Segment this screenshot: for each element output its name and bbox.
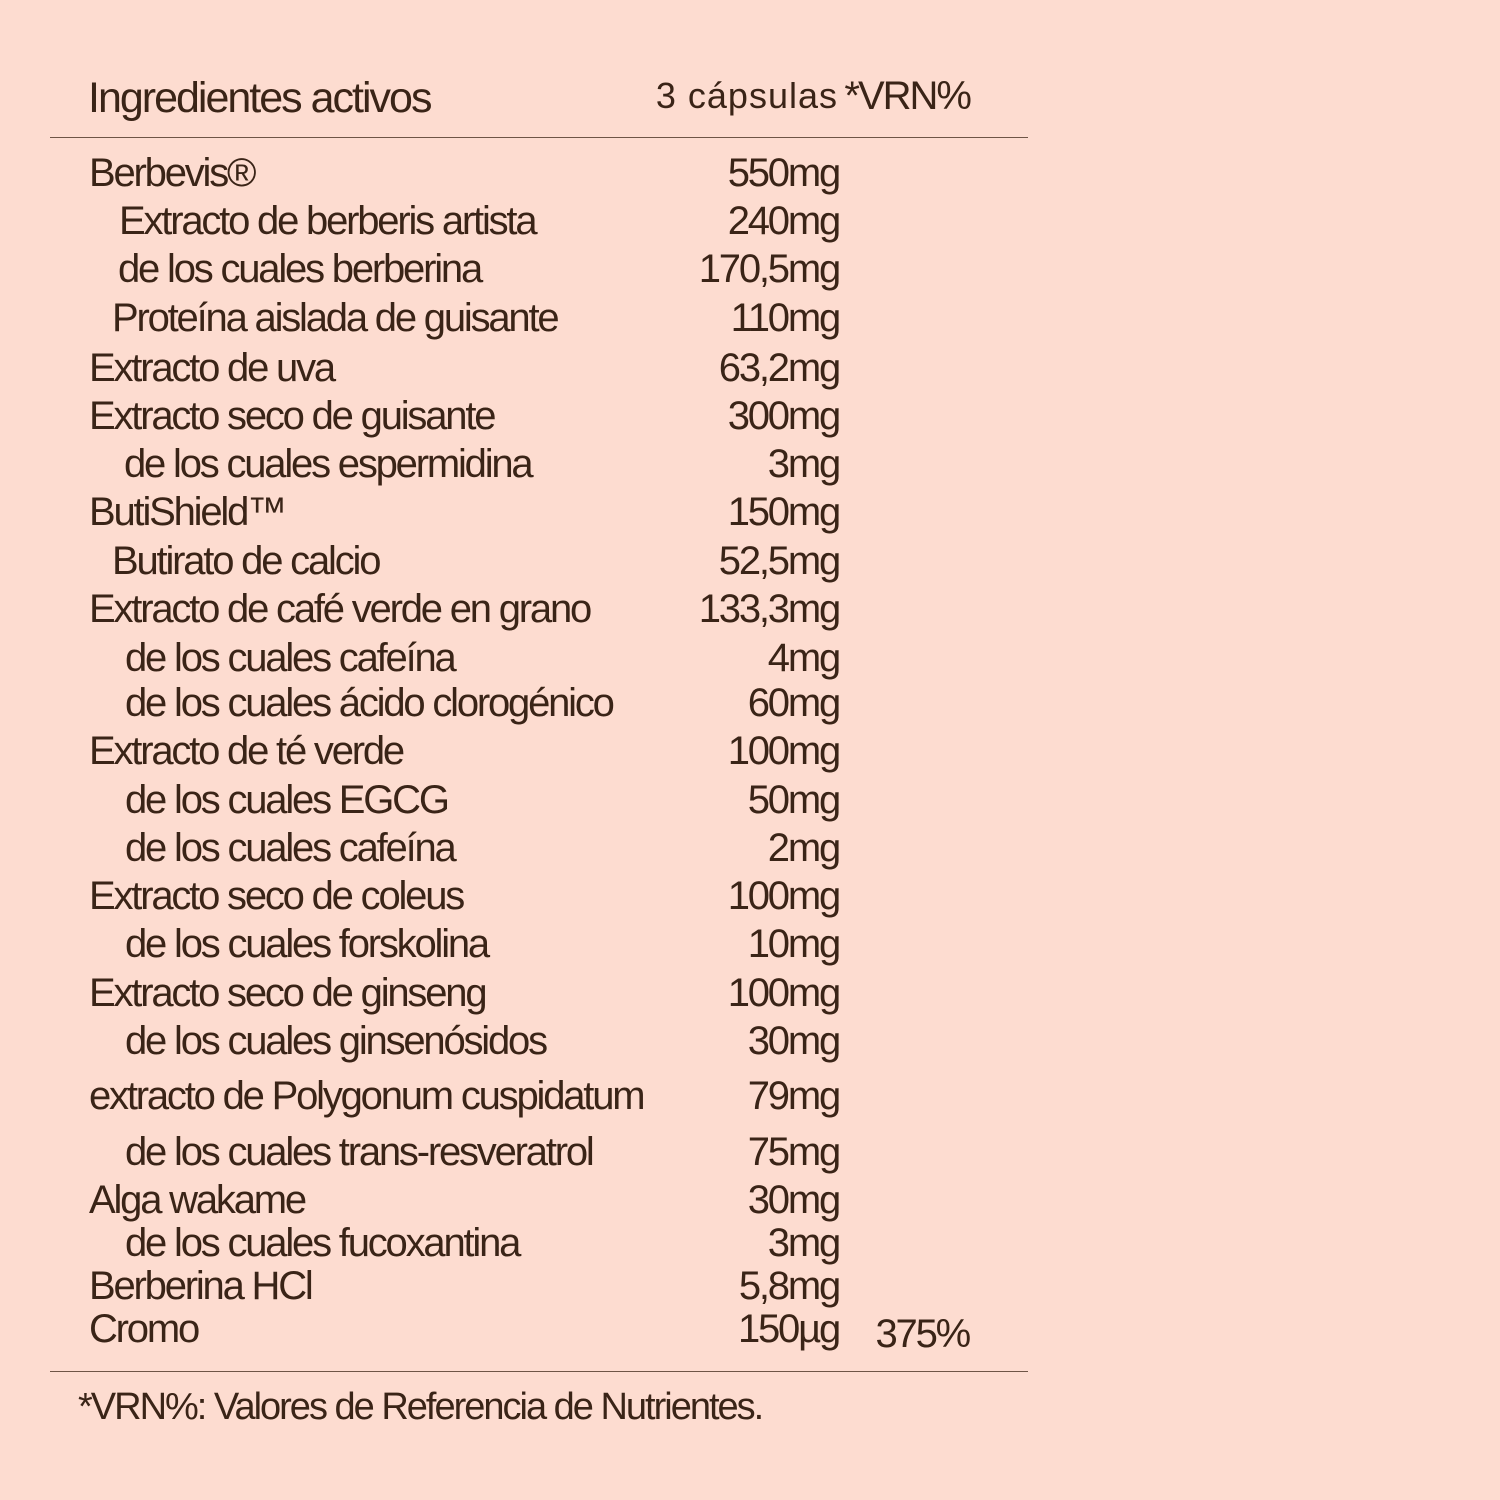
ingredient-name: Extracto seco de guisante xyxy=(89,394,495,438)
ingredient-amount: 100mg xyxy=(727,971,839,1015)
ingredient-amount: 2mg xyxy=(767,826,839,870)
ingredient-name: de los cuales forskolina xyxy=(125,922,488,966)
ingredient-amount: 30mg xyxy=(747,1178,839,1222)
ingredient-name: Berberina HCl xyxy=(89,1264,312,1308)
ingredient-name: Extracto de café verde en grano xyxy=(89,587,591,631)
ingredient-name: de los cuales trans-resveratrol xyxy=(125,1130,593,1174)
ingredient-name: Cromo xyxy=(89,1307,199,1351)
ingredient-vrn: 375% xyxy=(875,1312,969,1356)
ingredient-amount: 63,2mg xyxy=(718,346,839,390)
ingredient-amount: 50mg xyxy=(747,778,839,822)
ingredient-amount: 30mg xyxy=(747,1019,839,1063)
ingredient-amount: 75mg xyxy=(747,1130,839,1174)
ingredient-name: Extracto seco de ginseng xyxy=(89,971,486,1015)
ingredient-name: Extracto de té verde xyxy=(89,729,403,773)
ingredient-name: Extracto seco de coleus xyxy=(89,874,464,918)
ingredient-name: de los cuales EGCG xyxy=(125,778,448,822)
ingredient-amount: 10mg xyxy=(747,922,839,966)
ingredient-name: Alga wakame xyxy=(89,1178,305,1222)
ingredient-amount: 79mg xyxy=(747,1074,839,1118)
ingredient-amount: 150mg xyxy=(727,490,839,534)
ingredient-name: de los cuales cafeína xyxy=(125,826,455,870)
ingredient-amount: 133,3mg xyxy=(698,587,839,631)
ingredient-name: extracto de Polygonum cuspidatum xyxy=(89,1074,644,1118)
column-header-vrn: *VRN% xyxy=(844,74,970,118)
ingredient-amount: 300mg xyxy=(727,394,839,438)
ingredient-name: Proteína aislada de guisante xyxy=(112,296,558,340)
ingredient-amount: 4mg xyxy=(767,636,839,680)
ingredient-amount: 5,8mg xyxy=(738,1264,839,1308)
vrn-footnote: *VRN%: Valores de Referencia de Nutrientes. xyxy=(78,1386,763,1428)
ingredient-amount: 60mg xyxy=(747,681,839,725)
ingredient-amount: 100mg xyxy=(727,874,839,918)
ingredient-name: Butirato de calcio xyxy=(112,539,380,583)
ingredient-name: de los cuales berberina xyxy=(118,247,481,291)
ingredient-amount: 52,5mg xyxy=(718,539,839,583)
ingredient-amount: 550mg xyxy=(727,151,839,195)
ingredient-name: Berbevis® xyxy=(89,151,255,195)
ingredient-amount: 100mg xyxy=(727,729,839,773)
ingredient-name: de los cuales fucoxantina xyxy=(125,1221,520,1265)
ingredient-amount: 240mg xyxy=(727,199,839,243)
ingredient-amount: 3mg xyxy=(767,1221,839,1265)
ingredient-amount: 170,5mg xyxy=(698,247,839,291)
ingredient-name: Extracto de berberis artista xyxy=(119,199,536,243)
header-divider xyxy=(50,137,1028,138)
ingredient-name: de los cuales ácido clorogénico xyxy=(125,681,613,725)
column-header-dose: 3 cápsulas xyxy=(655,75,838,116)
ingredient-amount: 3mg xyxy=(767,442,839,486)
footer-divider xyxy=(50,1371,1028,1372)
column-header-ingredients: Ingredientes activos xyxy=(88,74,431,122)
ingredient-name: Extracto de uva xyxy=(89,346,334,390)
ingredient-name: de los cuales ginsenósidos xyxy=(125,1019,546,1063)
ingredient-name: de los cuales cafeína xyxy=(125,636,455,680)
ingredient-name: ButiShield™ xyxy=(89,490,285,534)
ingredient-amount: 150µg xyxy=(737,1307,839,1351)
ingredient-name: de los cuales espermidina xyxy=(124,442,532,486)
ingredient-amount: 110mg xyxy=(730,296,839,340)
